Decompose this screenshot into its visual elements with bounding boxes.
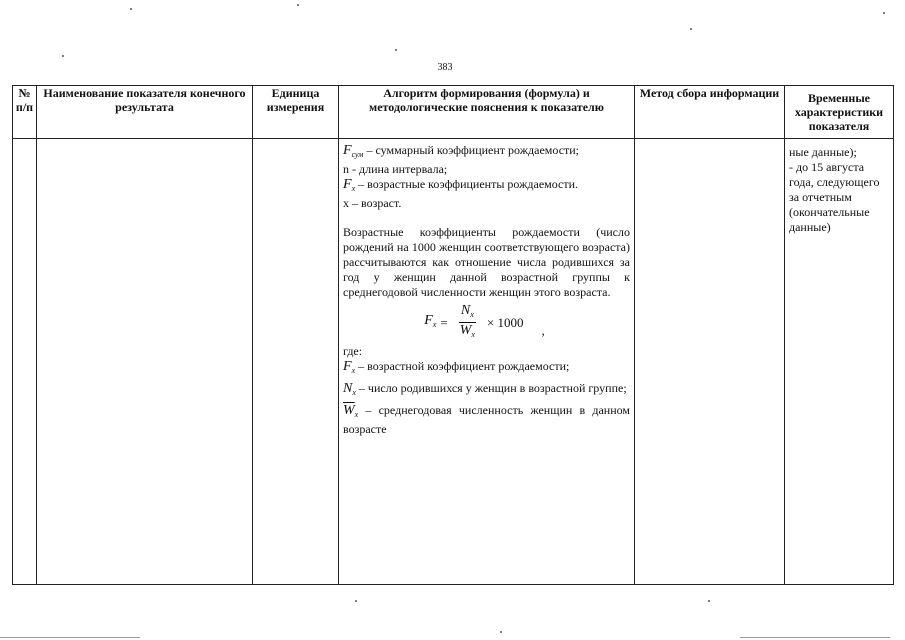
table-header-row — [13, 86, 894, 139]
cell-algorithm — [339, 139, 635, 585]
algo-line-fsum: $F_{сум}$ – суммарный коэффициент рождаемости; — [343, 143, 580, 159]
algo-line-x: x – возраст. — [343, 196, 402, 210]
algo-def-wx: $\overline{W}_x$ – среднегодовая численность женщин в данном возрасте — [343, 403, 630, 436]
header-collection-method: Метод сбора информации — [635, 86, 785, 139]
cell-number — [13, 139, 37, 585]
indicator-table — [12, 85, 894, 585]
header-indicator-name: Наименование показателя конечного результата — [37, 86, 253, 139]
cell-time-characteristics: ные данные); - до 15 августа года, следующего за отчетным (окончательные данные) — [785, 139, 894, 585]
formula-fraction: $\frac{N_x}{W_x}$ — [459, 302, 475, 339]
algo-line-n: n - длина интервала; — [343, 162, 448, 176]
header-time-characteristics: Временные характеристики показателя — [785, 86, 894, 139]
algo-paragraph: Возрастные коэффициенты рождаемости (число рождений на 1000 женщин соответствующего возраста) рассчитываются как отношение числа родившихся за год у женщин данной возрастной группы к среднегодовой численности женщин этого возраста. — [343, 225, 630, 299]
formula-lhs: $F_x$ — [424, 312, 437, 329]
page-number: 383 — [437, 62, 453, 73]
algo-def-fx: $F_x$ – возрастной коэффициент рождаемости; — [343, 359, 570, 375]
header-unit: Единица измерения — [253, 86, 339, 139]
cell-indicator-name — [37, 139, 253, 585]
cell-collection-method — [635, 139, 785, 585]
formula-multiplier: × 1000 — [486, 314, 524, 330]
cell-unit — [253, 139, 339, 585]
table-row — [13, 139, 894, 585]
algo-def-nx: $N_x$ – число родившихся у женщин в возрастной группе; — [343, 381, 627, 397]
formula-comma: , — [541, 322, 545, 338]
fertility-formula: $F_x$ = $\frac{N_x}{W_x}$ × 1000 , — [343, 302, 630, 342]
header-algorithm: Алгоритм формирования (формула) и методологические пояснения к показателю — [339, 86, 635, 139]
algo-line-fx: $F_x$ – возрастные коэффициенты рождаемости. — [343, 177, 579, 193]
header-number: № п/п — [13, 86, 37, 139]
algo-where: где: — [343, 344, 363, 358]
